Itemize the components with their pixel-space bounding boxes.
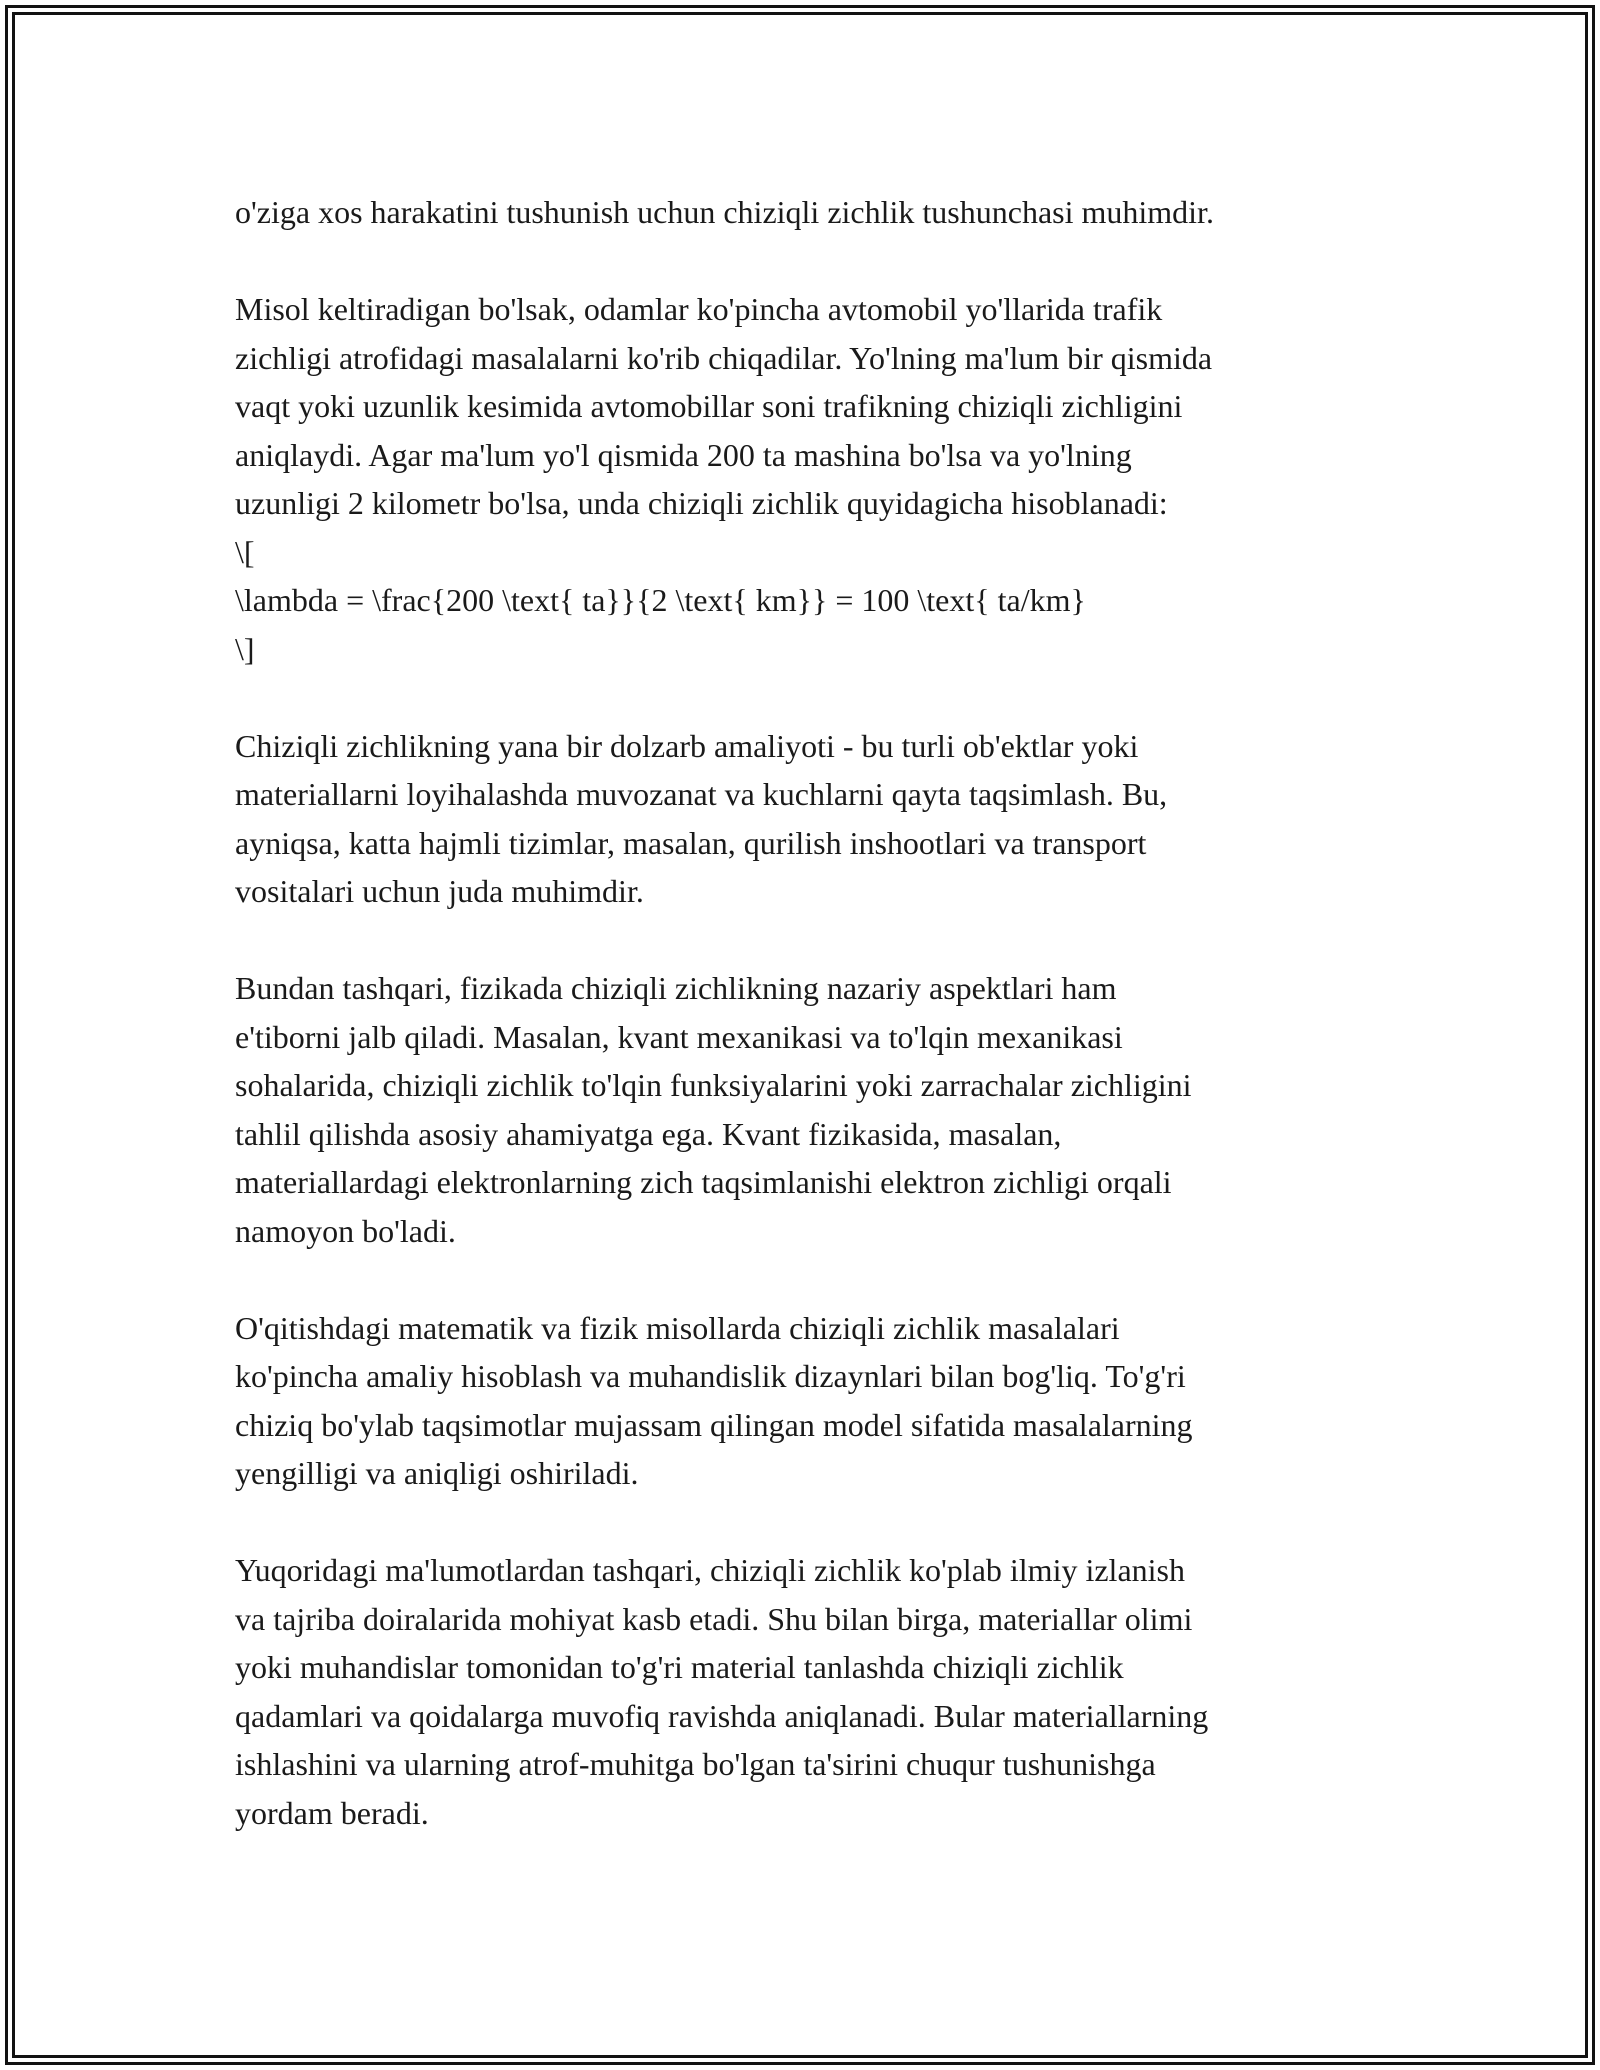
paragraph-education: O'qitishdagi matematik va fizik misollarda chiziqli zichlik masalalari ko'pincha amaliy hisoblash va muhandislik dizaynlari bilan bog'liq. To'g'ri chiziq bo'ylab taqsimotlar mujassam qilingan model sifatida masalalarning yengilligi va aniqligi oshiriladi. (235, 1309, 1193, 1491)
paragraph-research: Yuqoridagi ma'lumotlardan tashqari, chiziqli zichlik ko'plab ilmiy izlanish va tajriba doiralarida mohiyat kasb etadi. Shu bilan birga, materiallar olimi yoki muhandislar tomonidan to'g'ri material tanlashda chiziqli zichlik qadamlari va qoidalarga muvofiq ravishda aniqlanadi. Bular materiallarning ishlashini va ularning atrof-muhitga bo'lgan ta'sirini chuqur tushunishga yordam beradi. (235, 1552, 1209, 1831)
paragraph-physics-theory: Bundan tashqari, fizikada chiziqli zichlikning nazariy aspektlari ham e'tiborni jalb qiladi. Masalan, kvant mexanikasi va to'lqin mexanikasi sohalarida, chiziqli zichlik to'lqin funksiyalarini yoki zarrachalar zichligini tahlil qilishda asosiy ahamiyatga ega. Kvant fizikasida, masalan, materiallardagi elektronlarning zich taqsimlanishi elektron zichligi orqali namoyon bo'ladi. (235, 970, 1192, 1249)
paragraph-intro: o'ziga xos harakatini tushunish uchun chiziqli zichlik tushunchasi muhimdir. (235, 194, 1214, 230)
paragraph-design-application: Chiziqli zichlikning yana bir dolzarb amaliyoti - bu turli ob'ektlar yoki materiallarni loyihalashda muvozanat va kuchlarni qayta taqsimlash. Bu, ayniqsa, katta hajmli tizimlar, masalan, qurilish inshootlari va transport vositalari uchun juda muhimdir. (235, 727, 1168, 909)
paragraph-traffic-example: Misol keltiradigan bo'lsak, odamlar ko'pincha avtomobil yo'llarida trafik zichligi atrofidagi masalalarni ko'rib chiqadilar. Yo'lning ma'lum bir qismida vaqt yoki uzunlik kesimida avtomobillar soni trafikning chiziqli zichligini aniqlaydi. Agar ma'lum yo'l qismida 200 ta mashina bo'lsa va yo'lning uzunligi 2 kilometr bo'lsa, unda chiziqli zichlik quyidagicha hisoblanadi: \[ \lambda = \frac{200 \text{ ta}}{2 \text{ km}} = 100 \text{ ta/km} \] (235, 291, 1213, 667)
document-body (235, 188, 1395, 1837)
